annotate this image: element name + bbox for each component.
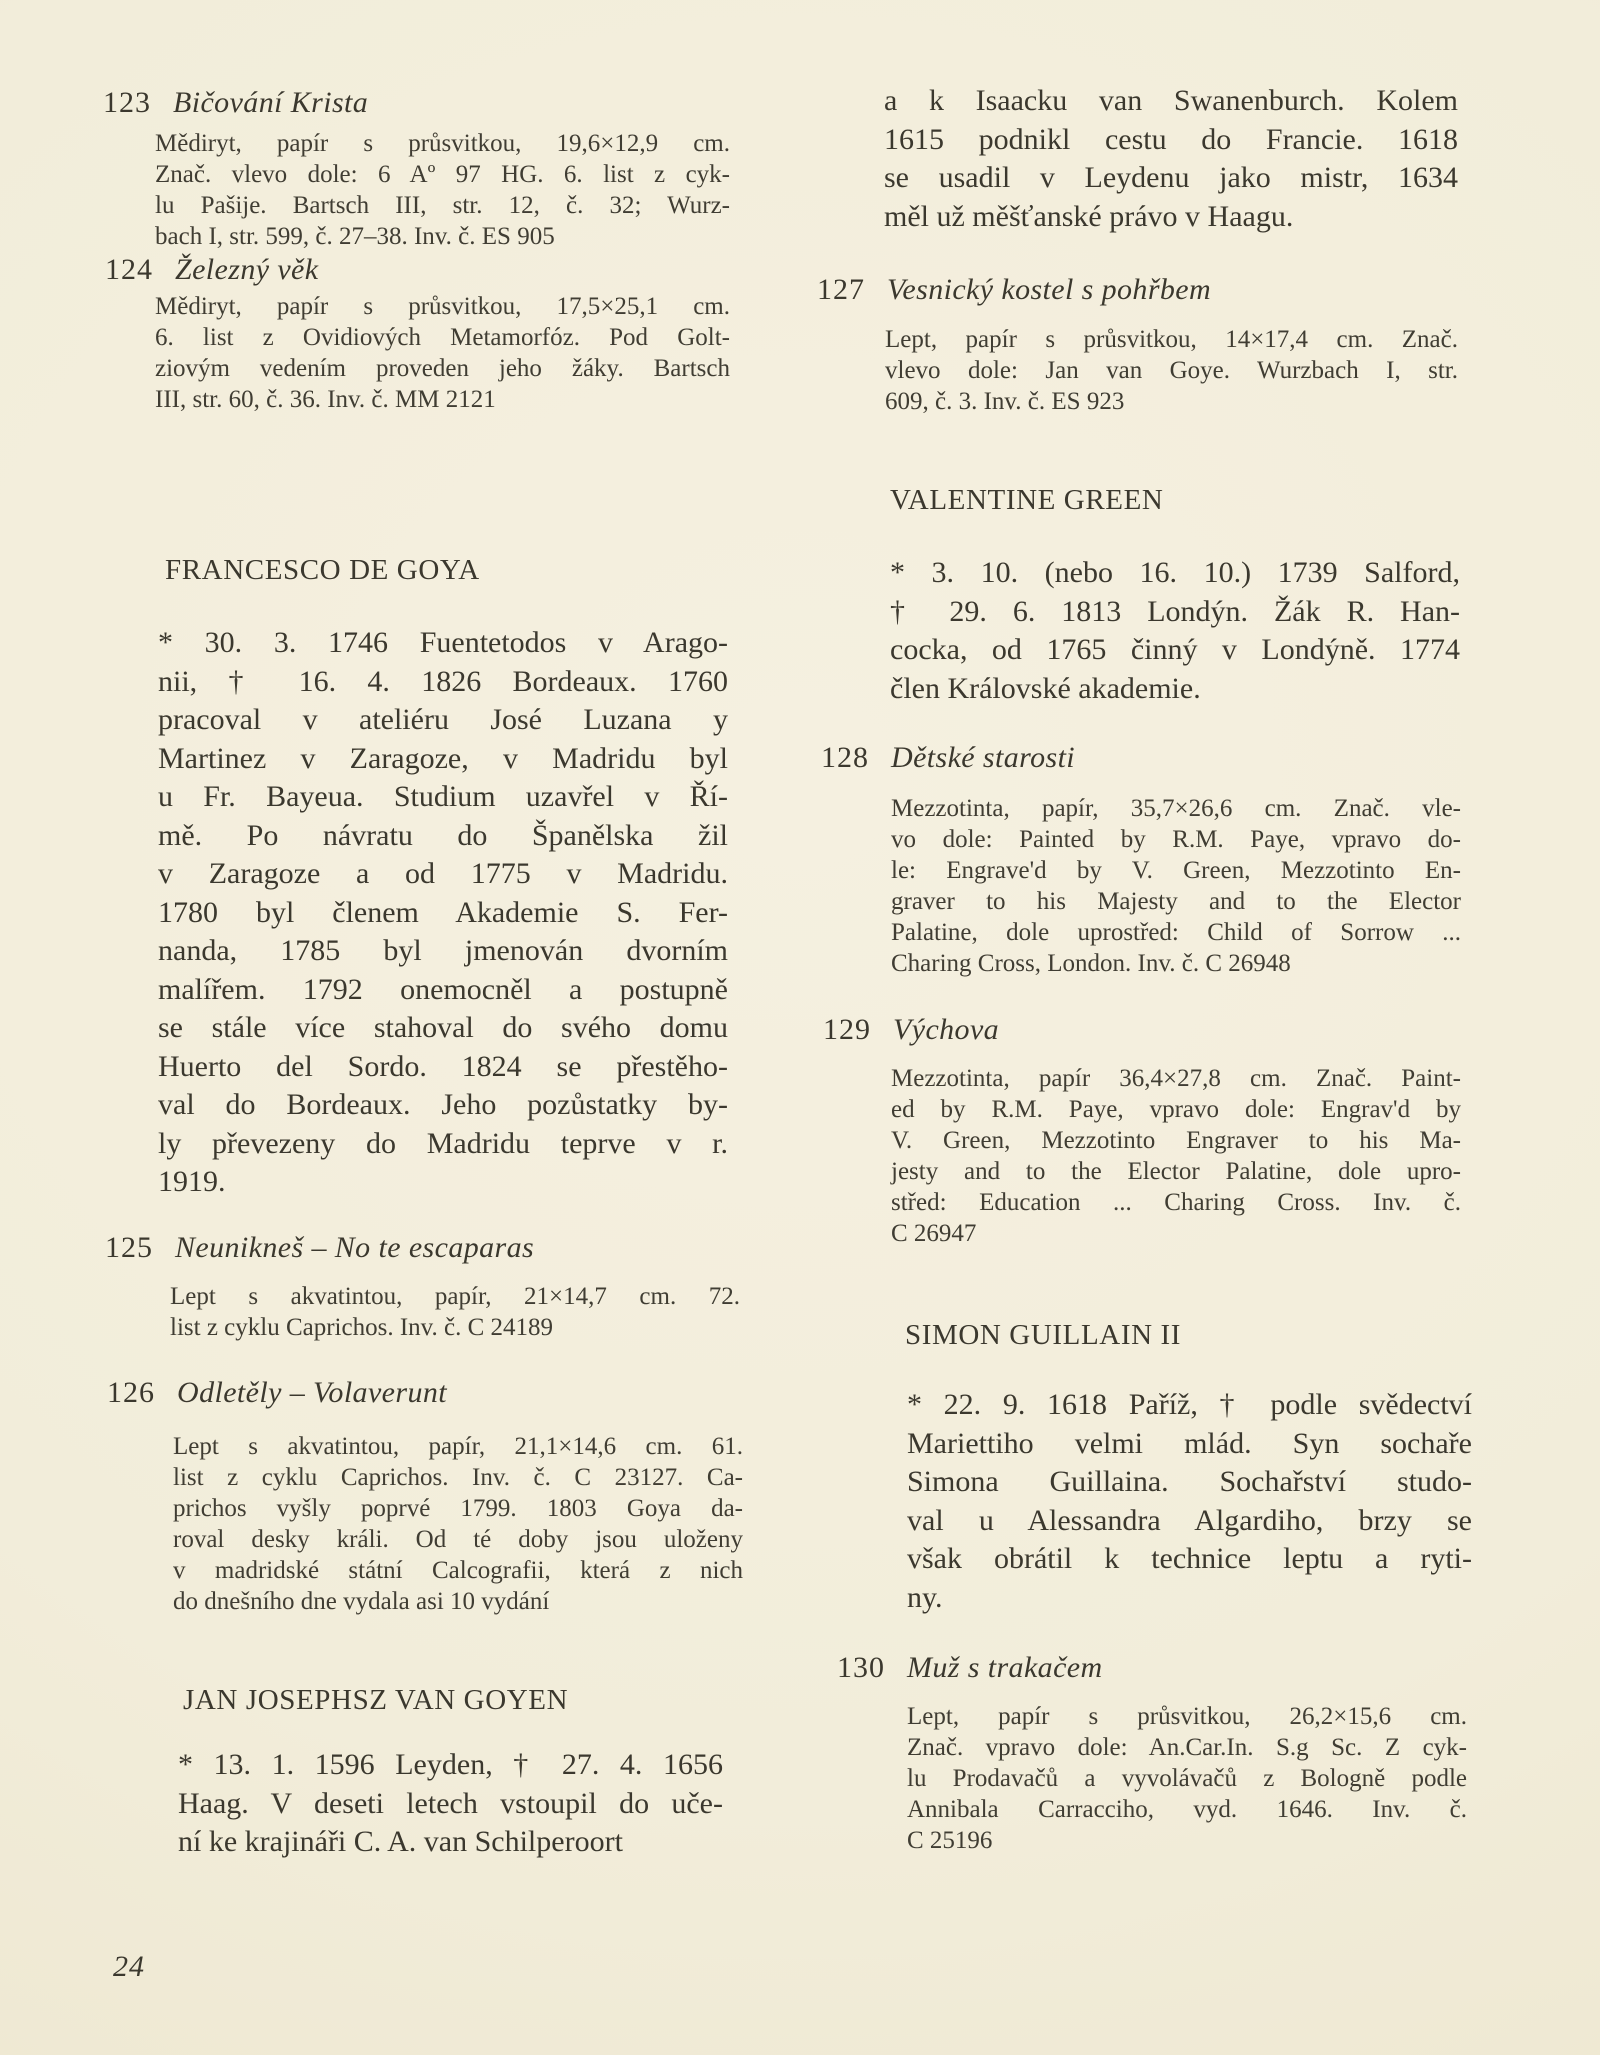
entry-127-details: Lept, papír s průsvitkou, 14×17,4 cm. Znač. vlevo dole: Jan van Goye. Wurzbach I, str. 609, č. 3. Inv. č. ES 923 — [885, 326, 1458, 415]
artist-bio-goya: * 30. 3. 1746 Fuentetodos v Arago- nii, † 16. 4. 1826 Bordeaux. 1760 pracoval v ateliéru José Luzana y Martinez v Zaragoze, v Madridu byl u Fr. Bayeua. Studium uzavřel v Ří- mě. Po návratu do Španělska žil v Zaragoze a od 1775 v Madridu. 1780 byl členem Akademie S. Fer- nanda, 1785 byl jmenován dvorním malířem. 1792 onemocněl a postupně se stále více stahoval do svého domu Huerto del Sordo. 1824 se přestěho- val do Bordeaux. Jeho pozůstatky by- ly převezeny do Madridu teprve v r. 1919. — [158, 626, 728, 1198]
entry-124-number: 124 — [105, 253, 153, 286]
entry-128-details: Mezzotinta, papír, 35,7×26,6 cm. Znač. vle- vo dole: Painted by R.M. Paye, vpravo do- le: Engrave'd by V. Green, Mezzotinto En- graver to his Majesty and to the Elector Palatine, dole uprostřed: Child of Sorrow ... Charing Cross, London. Inv. č. C 26948 — [891, 795, 1461, 977]
entry-130-row — [837, 1651, 1103, 1684]
entry-126-title: Odletěly – Volaverunt — [177, 1376, 447, 1409]
artist-header-goya: FRANCESCO DE GOYA — [165, 554, 480, 586]
entry-123-number: 123 — [103, 86, 151, 119]
artist-header-guillain: SIMON GUILLAIN II — [905, 1319, 1181, 1351]
artist-bio-green: * 3. 10. (nebo 16. 10.) 1739 Salford, † 29. 6. 1813 Londýn. Žák R. Han- cocka, od 1765 činný v Londýně. 1774 člen Královské akademie. — [890, 556, 1460, 705]
entry-127-row — [817, 273, 1212, 306]
entry-128-number: 128 — [821, 741, 869, 774]
entry-129-title: Výchova — [893, 1013, 1000, 1046]
entry-123-title: Bičování Krista — [173, 86, 369, 119]
entry-125-title: Neunikneš – No te escaparas — [175, 1231, 535, 1264]
goyen-bio-continuation: a k Isaacku van Swanenburch. Kolem 1615 podnikl cestu do Francie. 1618 se usadil v Leydenu jako mistr, 1634 měl už měšťanské právo v Haagu. — [884, 84, 1458, 233]
entry-126-row — [107, 1376, 447, 1409]
entry-130-details: Lept, papír s průsvitkou, 26,2×15,6 cm. Znač. vpravo dole: An.Car.In. S.g Sc. Z cyk- lu Prodavačů a vyvolávačů z Bologně podle Annibala Carracciho, vyd. 1646. Inv. č. C 25196 — [907, 1703, 1467, 1854]
entry-123-details: Mědiryt, papír s průsvitkou, 19,6×12,9 cm. Znač. vlevo dole: 6 Aº 97 HG. 6. list z cyk- lu Pašije. Bartsch III, str. 12, č. 32; Wurz- bach I, str. 599, č. 27–38. Inv. č. ES 905 — [155, 130, 730, 250]
entry-125-details: Lept s akvatintou, papír, 21×14,7 cm. 72. list z cyklu Caprichos. Inv. č. C 24189 — [170, 1283, 740, 1341]
entry-128-row — [821, 741, 1076, 774]
entry-130-title: Muž s trakačem — [907, 1651, 1103, 1684]
entry-127-title: Vesnický kostel s pohřbem — [887, 273, 1212, 306]
entry-129-row — [823, 1013, 1000, 1046]
entry-126-details: Lept s akvatintou, papír, 21,1×14,6 cm. 61. list z cyklu Caprichos. Inv. č. C 23127. Ca- prichos vyšly poprvé 1799. 1803 Goya da- roval desky králi. Od té doby jsou uloženy v madridské státní Calcografii, která z nich do dnešního dne vydala asi 10 vydání — [173, 1433, 743, 1615]
entry-124-title: Železný věk — [175, 253, 319, 286]
entry-124-details: Mědiryt, papír s průsvitkou, 17,5×25,1 cm. 6. list z Ovidiových Metamorfóz. Pod Golt- ziovým vedením proveden jeho žáky. Bartsch III, str. 60, č. 36. Inv. č. MM 2121 — [155, 293, 730, 413]
artist-bio-guillain: * 22. 9. 1618 Paříž, † podle svědectví Mariettiho velmi mlád. Syn sochaře Simona Guillaina. Sochařství studo- val u Alessandra Algardiho, brzy se však obrátil k technice leptu a ryti- ny. — [907, 1388, 1472, 1614]
entry-129-number: 129 — [823, 1013, 871, 1046]
entry-126-number: 126 — [107, 1376, 155, 1409]
entry-130-number: 130 — [837, 1651, 885, 1684]
entry-125-row — [105, 1231, 535, 1264]
entry-128-title: Dětské starosti — [891, 741, 1076, 774]
entry-123-row — [103, 86, 369, 119]
page-number: 24 — [113, 1950, 145, 1983]
artist-header-green: VALENTINE GREEN — [890, 484, 1164, 516]
artist-bio-goyen: * 13. 1. 1596 Leyden, † 27. 4. 1656 Haag. V deseti letech vstoupil do uče- ní ke krajináři C. A. van Schilperoort — [178, 1748, 723, 1858]
artist-header-goyen: JAN JOSEPHSZ VAN GOYEN — [183, 1684, 569, 1716]
entry-125-number: 125 — [105, 1231, 153, 1264]
entry-127-number: 127 — [817, 273, 865, 306]
entry-129-details: Mezzotinta, papír 36,4×27,8 cm. Znač. Paint- ed by R.M. Paye, vpravo dole: Engrav'd by V. Green, Mezzotinto Engraver to his Ma- jesty and to the Elector Palatine, dole upro- střed: Education ... Charing Cross. Inv. č. C 26947 — [891, 1065, 1461, 1247]
entry-124-row — [105, 253, 319, 286]
